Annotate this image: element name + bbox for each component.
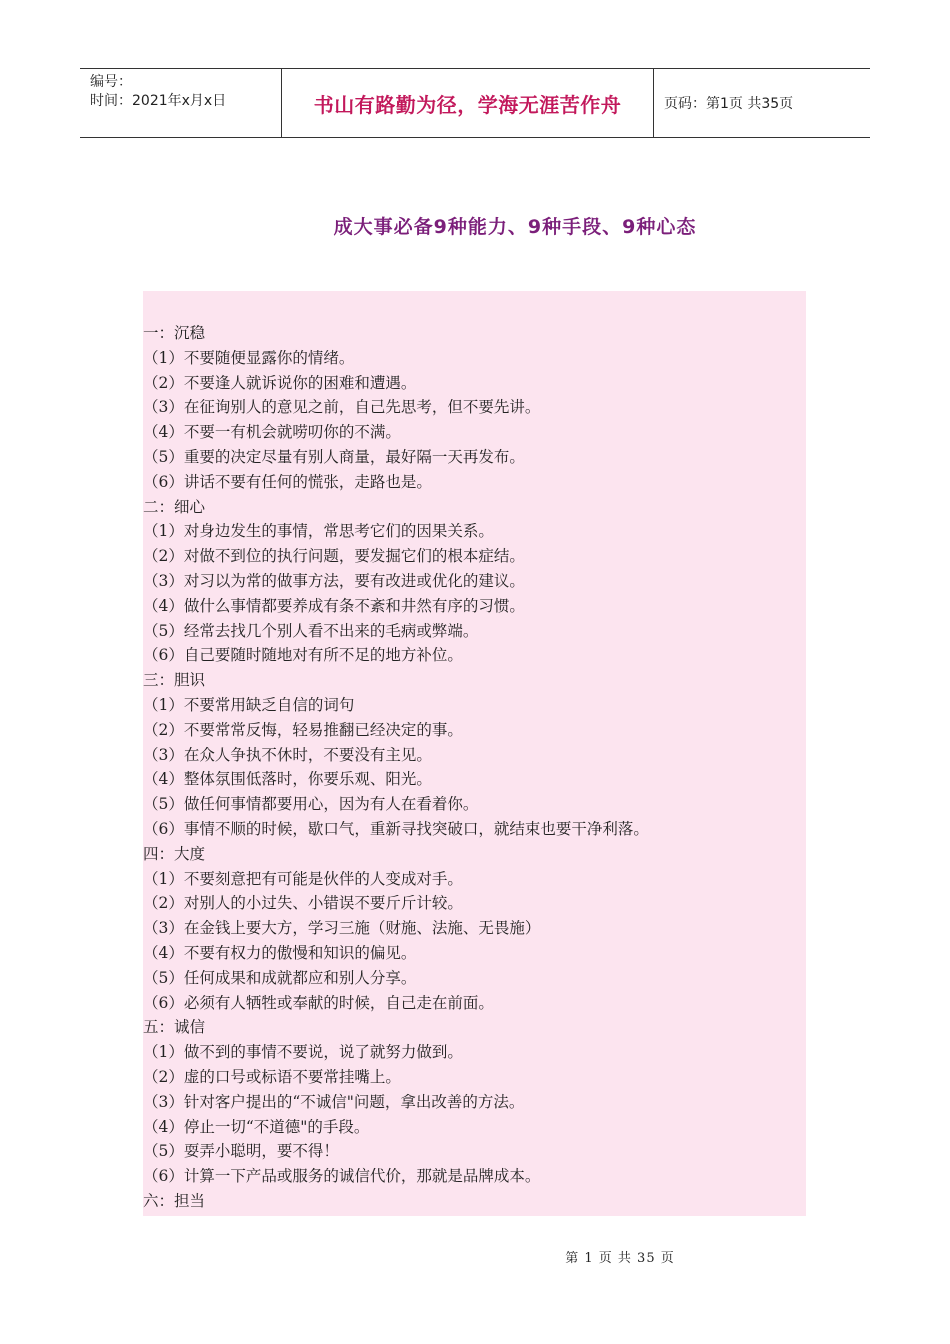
header-meta: [80, 69, 281, 137]
section-heading: 五：诚信: [143, 1018, 206, 1037]
list-item: （5）耍弄小聪明，要不得！: [143, 1142, 339, 1161]
list-item: （2）不要逢人就诉说你的困难和遭遇。: [143, 373, 417, 392]
section-heading: 四：大度: [143, 844, 206, 863]
list-item: （6）必须有人牺牲或奉献的时候，自己走在前面。: [143, 993, 494, 1012]
section-heading: 二：细心: [143, 497, 206, 516]
list-item: （1）不要刻意把有可能是伙伴的人变成对手。: [143, 869, 463, 888]
list-item: （4）不要一有机会就唠叨你的不满。: [143, 423, 401, 442]
header-motto: [281, 69, 654, 137]
document-title: 成大事必备9种能力、9种手段、9种心态: [333, 216, 697, 238]
list-item: （4）停止一切“不道德"的手段。: [143, 1117, 370, 1136]
number-label: 编号：: [90, 74, 132, 90]
header-table: [80, 68, 870, 138]
list-item: （2）不要常常反悔，轻易推翻已经决定的事。: [143, 720, 463, 739]
list-item: （3）对习以为常的做事方法，要有改进或优化的建议。: [143, 571, 525, 590]
list-item: （2）对做不到位的执行问题，要发掘它们的根本症结。: [143, 547, 525, 566]
list-item: （1）不要随便显露你的情绪。: [143, 348, 355, 367]
list-item: （5）经常去找几个别人看不出来的毛病或弊端。: [143, 621, 479, 640]
list-item: （3）在金钱上要大方，学习三施（财施、法施、无畏施）: [143, 919, 541, 938]
list-item: （1）做不到的事情不要说，说了就努力做到。: [143, 1043, 463, 1062]
list-item: （6）事情不顺的时候，歇口气，重新寻找突破口，就结束也要干净利落。: [143, 819, 649, 838]
list-item: （6）计算一下产品或服务的诚信代价，那就是品牌成本。: [143, 1167, 541, 1186]
list-item: （5）任何成果和成就都应和别人分享。: [143, 968, 417, 987]
list-item: （6）讲话不要有任何的慌张，走路也是。: [143, 472, 432, 491]
list-item: （5）重要的决定尽量有别人商量，最好隔一天再发布。: [143, 447, 525, 466]
list-item: （6）自己要随时随地对有所不足的地方补位。: [143, 646, 463, 665]
page-footer: 第 1 页 共 35 页: [565, 1251, 675, 1266]
section-heading: 六：担当: [143, 1191, 206, 1210]
header-page-info: [654, 69, 870, 137]
section-heading: 三：胆识: [143, 671, 206, 690]
list-item: （4）做什么事情都要养成有条不紊和井然有序的习惯。: [143, 596, 525, 615]
page-info-text: 页码：第1页 共35页: [664, 96, 794, 112]
motto-text: 书山有路勤为径，学海无涯苦作舟: [313, 92, 622, 117]
list-item: （3）在众人争执不休时，不要没有主见。: [143, 745, 432, 764]
list-item: （5）做任何事情都要用心，因为有人在看着你。: [143, 795, 479, 814]
list-item: （4）不要有权力的傲慢和知识的偏见。: [143, 943, 417, 962]
list-item: （1）不要常用缺乏自信的词句: [143, 695, 355, 714]
list-item: （4）整体氛围低落时，你要乐观、阳光。: [143, 770, 432, 789]
list-item: （2）对别人的小过失、小错误不要斤斤计较。: [143, 894, 463, 913]
list-item: （3）在征询别人的意见之前，自己先思考，但不要先讲。: [143, 398, 541, 417]
content-lines: [143, 321, 806, 1214]
content-box: [143, 291, 806, 1216]
list-item: （3）针对客户提出的“不诚信"问题，拿出改善的方法。: [143, 1092, 525, 1111]
date-label: 时间：2021年x月x日: [90, 93, 227, 109]
list-item: （2）虚的口号或标语不要常挂嘴上。: [143, 1067, 401, 1086]
list-item: （1）对身边发生的事情，常思考它们的因果关系。: [143, 522, 494, 541]
section-heading: 一：沉稳: [143, 324, 206, 342]
